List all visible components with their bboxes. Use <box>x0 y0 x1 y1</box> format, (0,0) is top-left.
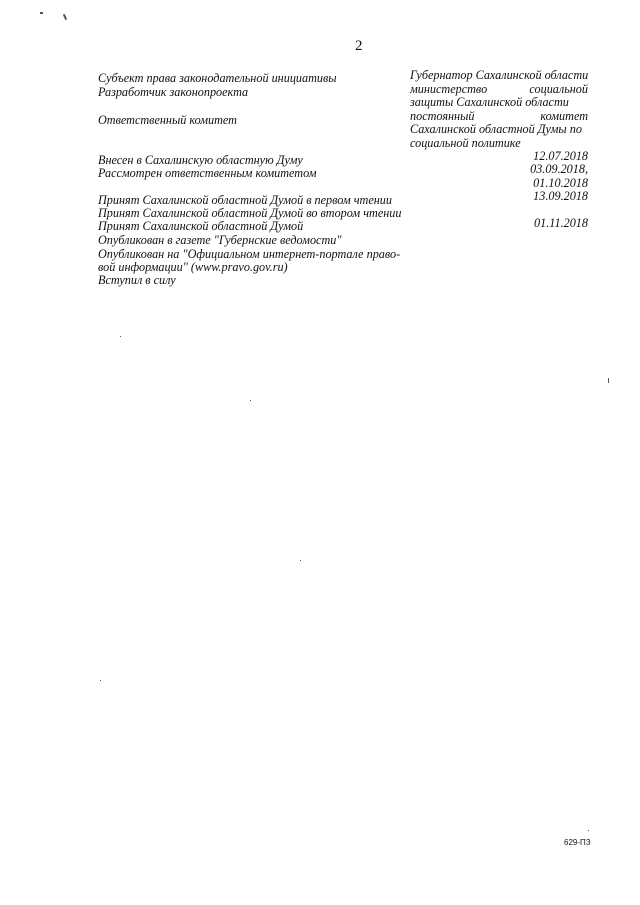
value-developer-word2: социальной <box>529 82 588 96</box>
scan-speck <box>100 680 101 681</box>
label-in-force: Вступил в силу <box>98 273 176 287</box>
value-committee-word2: комитет <box>540 109 588 123</box>
scan-speck <box>120 336 121 337</box>
date-considered-2: 01.10.2018 <box>533 176 588 190</box>
label-second-reading: Принят Сахалинской областной Думой во втором чтении <box>98 206 402 220</box>
document-code: 629-ПЗ <box>564 838 591 847</box>
label-adopted: Принят Сахалинской областной Думой <box>98 219 304 233</box>
label-published-portal-2: вой информации" (www.pravo.gov.ru) <box>98 260 288 274</box>
date-submitted: 12.07.2018 <box>533 149 588 163</box>
label-first-reading: Принят Сахалинской областной Думой в первом чтении <box>98 193 392 207</box>
value-committee-word1: постоянный <box>410 109 475 123</box>
page-number: 2 <box>355 38 363 54</box>
label-committee: Ответственный комитет <box>98 113 237 127</box>
value-committee-line3: социальной политике <box>410 136 521 150</box>
value-developer-word1: министерство <box>410 82 488 96</box>
scan-speck <box>588 830 589 831</box>
date-considered-1: 03.09.2018, <box>530 162 588 176</box>
label-developer: Разработчик законопроекта <box>98 85 249 99</box>
date-adopted: 01.11.2018 <box>534 216 588 230</box>
value-committee-line2: Сахалинской областной Думы по <box>410 122 582 136</box>
scan-speck <box>608 378 609 383</box>
value-subject: Губернатор Сахалинской области <box>410 68 589 82</box>
scan-speck <box>40 12 43 14</box>
label-submitted: Внесен в Сахалинскую областную Думу <box>98 153 303 167</box>
label-subject: Субъект права законодательной инициативы <box>98 71 337 85</box>
value-developer-line2: защиты Сахалинской области <box>410 95 569 109</box>
label-published-gazette: Опубликован в газете "Губернские ведомости" <box>98 233 342 247</box>
scan-speck <box>300 560 301 561</box>
scan-speck <box>63 14 67 20</box>
label-published-portal-1: Опубликован на "Официальном интернет-портале право- <box>98 247 401 261</box>
label-considered: Рассмотрен ответственным комитетом <box>98 166 317 180</box>
date-first-reading: 13.09.2018 <box>533 189 588 203</box>
scan-speck <box>250 400 251 401</box>
